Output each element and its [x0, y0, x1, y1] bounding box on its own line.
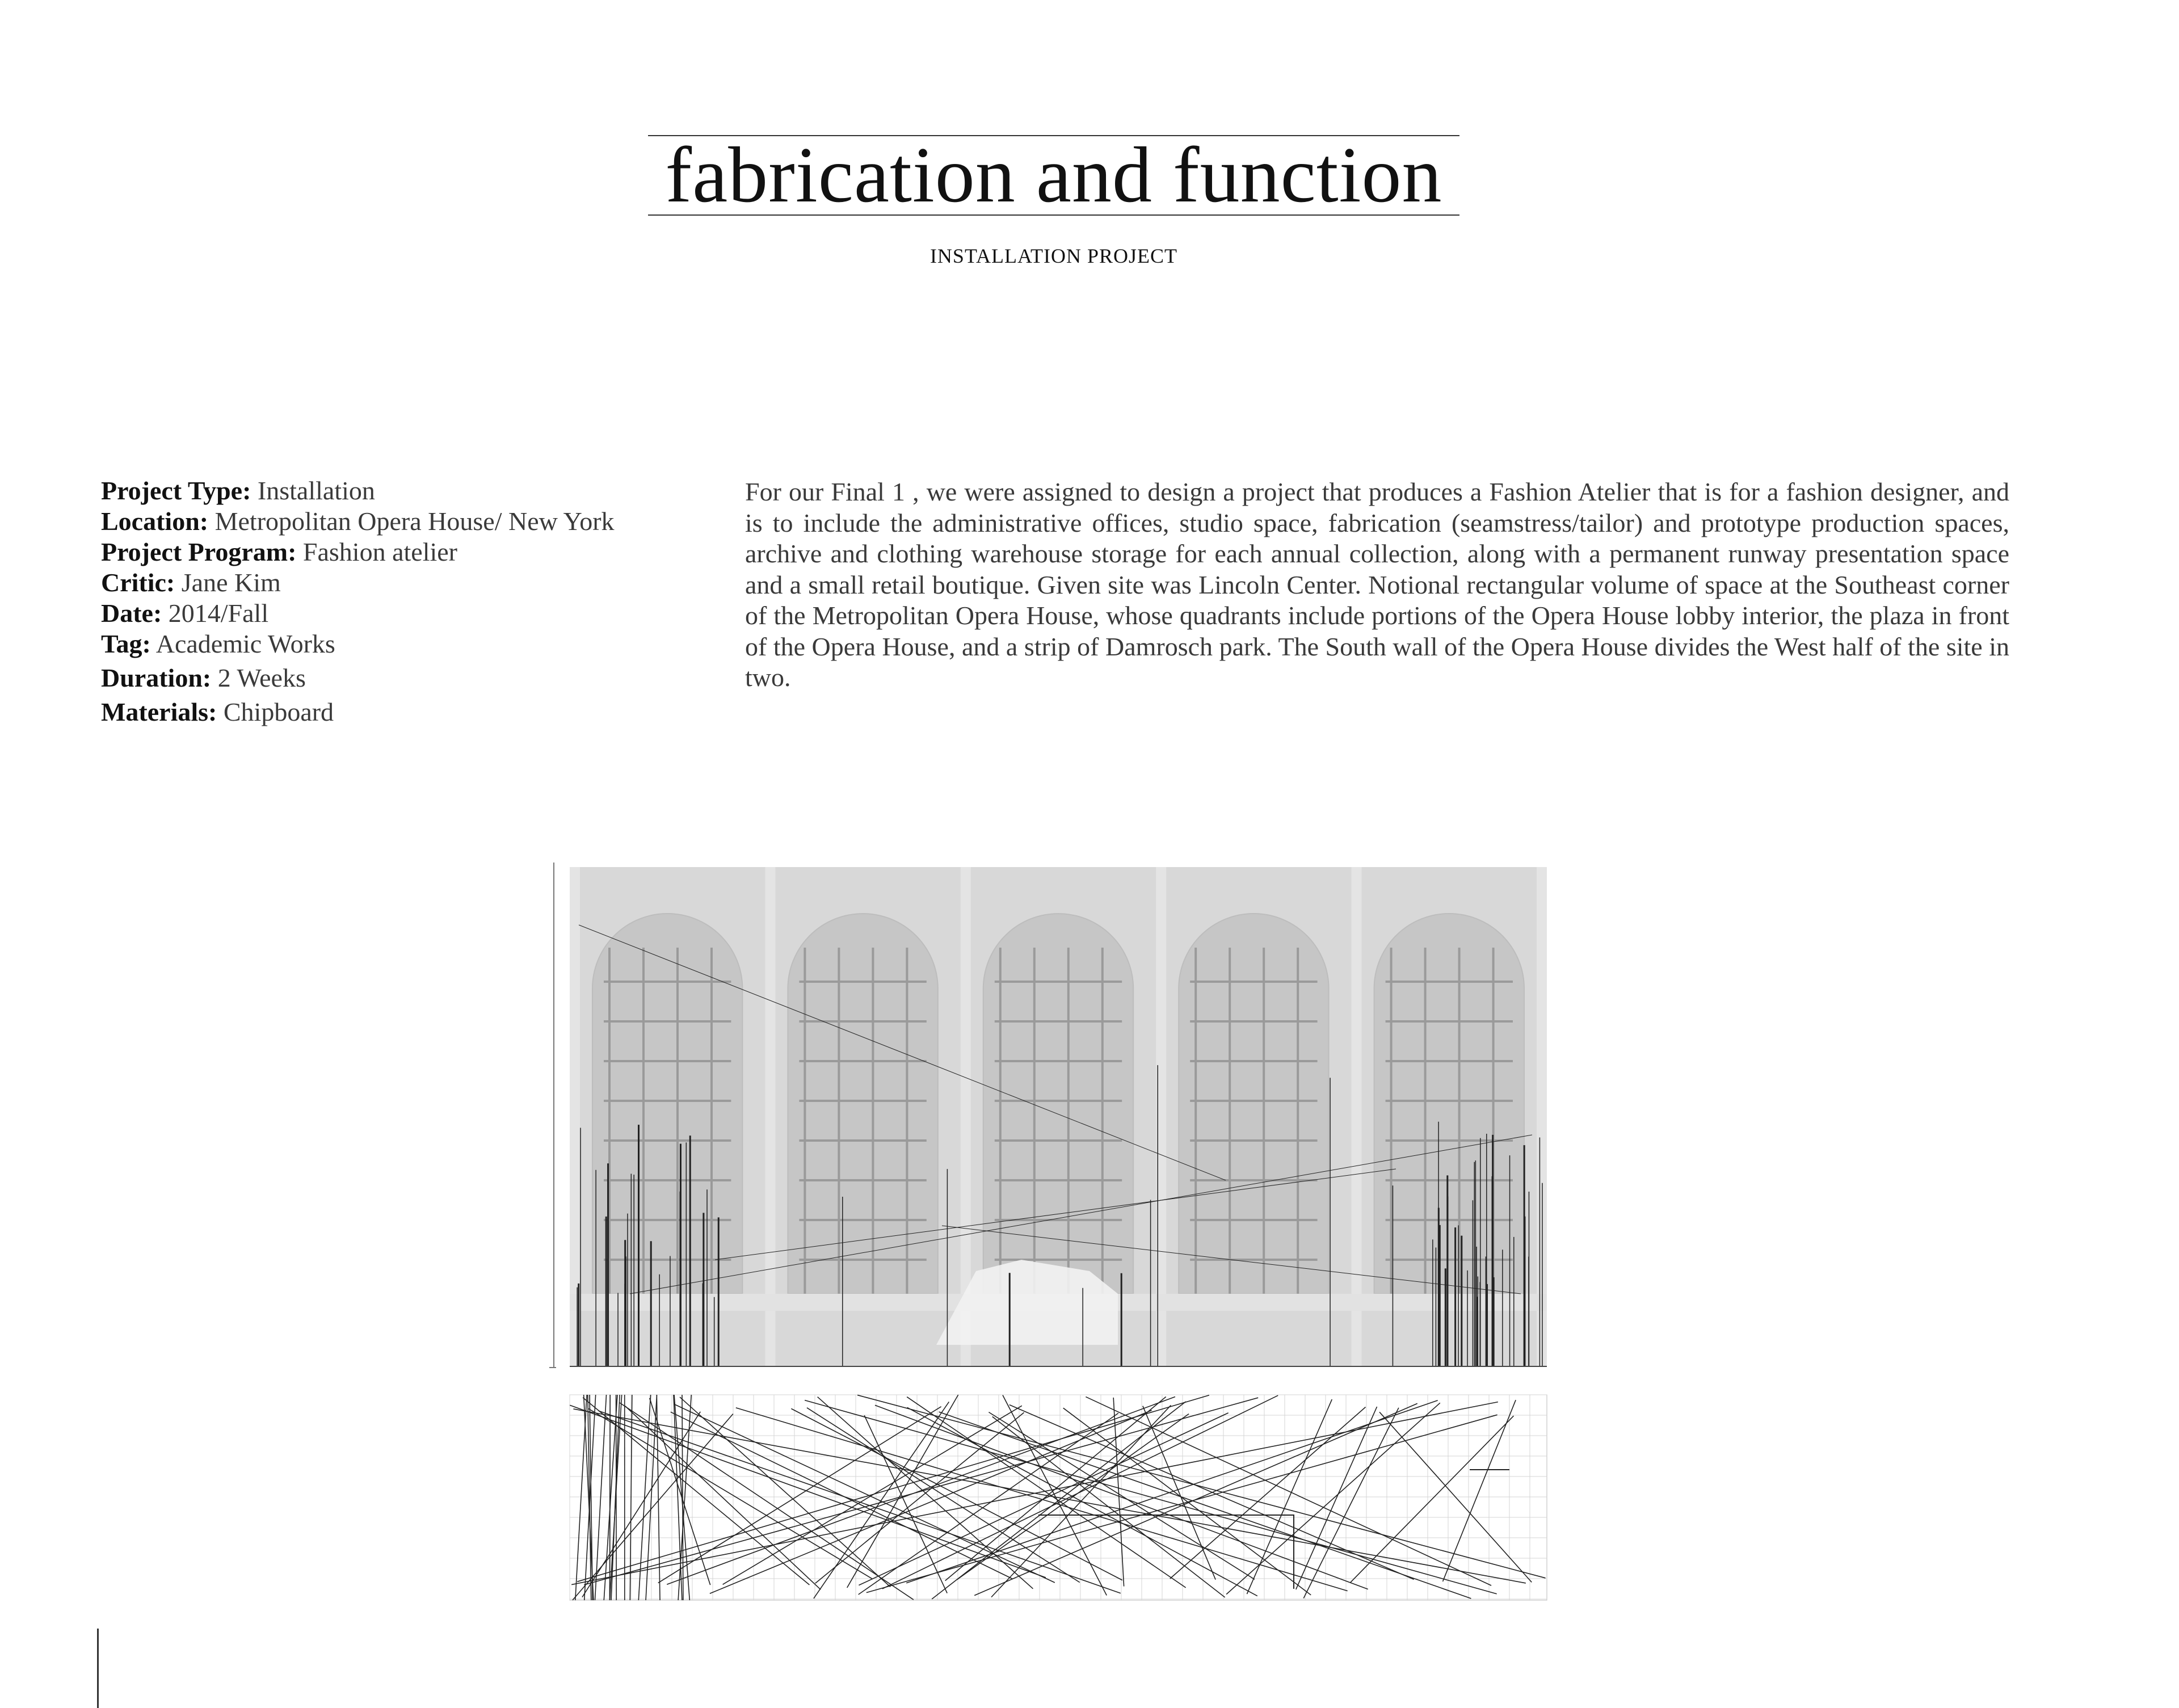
info-location: [101, 506, 725, 537]
info-label: Date:: [101, 599, 162, 628]
info-duration: [101, 663, 725, 693]
page-title: fabrication and function: [648, 133, 1459, 218]
info-value: Fashion atelier: [303, 537, 457, 566]
info-tag: [101, 629, 725, 659]
info-project-type: [101, 476, 725, 506]
info-value: Installation: [258, 476, 375, 505]
info-label: Duration:: [101, 663, 211, 692]
installation-drawing: [545, 863, 1555, 1612]
page-margin-rule: [97, 1629, 99, 1708]
info-value: Metropolitan Opera House/ New York: [215, 507, 615, 536]
info-value: Chipboard: [224, 697, 334, 726]
project-info: [101, 476, 725, 727]
info-value: 2014/Fall: [169, 599, 268, 628]
info-value: Jane Kim: [182, 568, 281, 597]
info-critic: [101, 567, 725, 598]
title-frame: [648, 135, 1459, 216]
info-label: Materials:: [101, 697, 217, 726]
page-subtitle: INSTALLATION PROJECT: [648, 244, 1459, 268]
project-description: For our Final 1 , we were assigned to design a project that produces a Fashion Atelier that is for a fashion designer, and is to include the administrative offices, studio space, fabrication (seamstress/tailor) and prototype production spaces, archive and clothing warehouse storage for each annual collection, along with a permanent runway presentation space and a small retail boutique. Given site was Lincoln Center. Notional rectangular volume of space at the Southeast corner of the Metropolitan Opera House, whose quadrants include portions of the Opera House lobby interior, the plaza in front of the Opera House, and a strip of Damrosch park. The South wall of the Opera House divides the West half of the site in two.: [745, 477, 2009, 693]
info-label: Tag:: [101, 629, 151, 658]
info-label: Project Program:: [101, 537, 296, 566]
plan-view: [570, 1395, 1547, 1600]
elevation-view: [549, 863, 1547, 1368]
info-date: [101, 598, 725, 629]
info-label: Location:: [101, 507, 208, 536]
info-materials: [101, 697, 725, 727]
info-program: [101, 537, 725, 567]
info-value: Academic Works: [156, 629, 335, 658]
info-label: Critic:: [101, 568, 175, 597]
info-value: 2 Weeks: [218, 663, 306, 692]
info-label: Project Type:: [101, 476, 251, 505]
